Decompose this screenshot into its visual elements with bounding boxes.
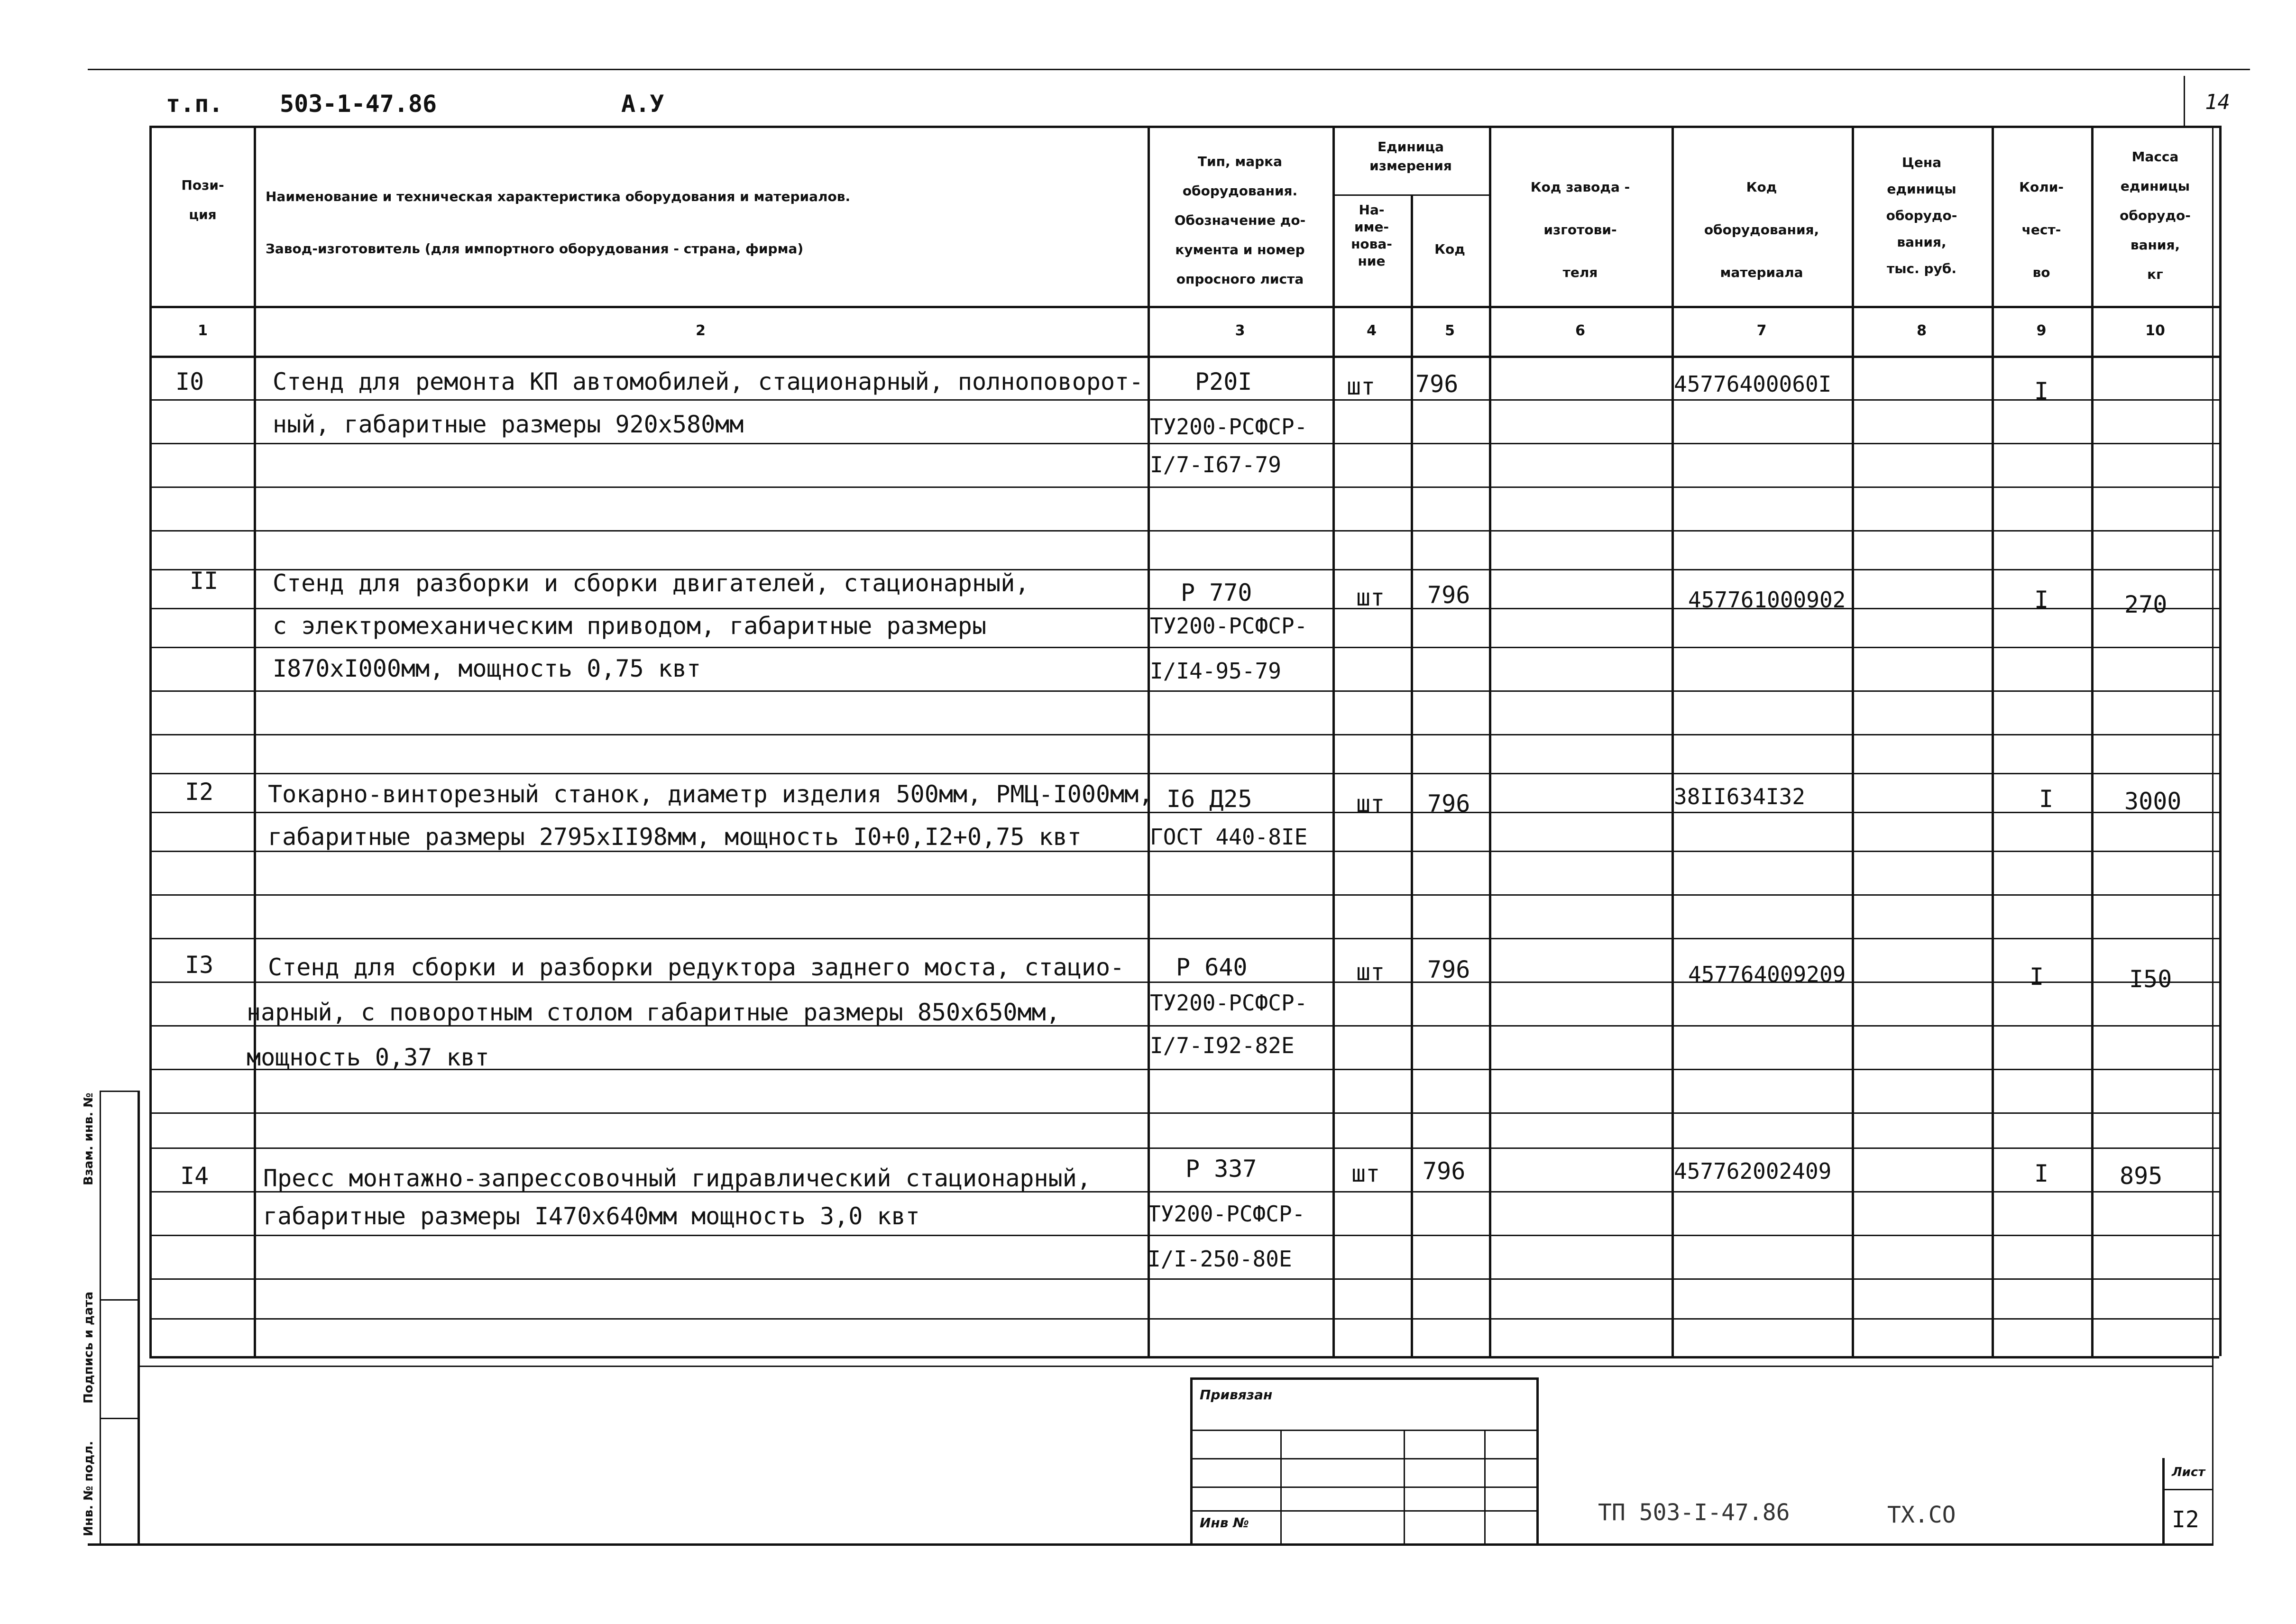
row-type-line: P 640 — [1176, 954, 1248, 981]
table-row-rule — [149, 399, 2219, 401]
side-label-signature-date: Подпись и дата — [82, 1291, 96, 1404]
column-divider — [1332, 126, 1335, 1356]
row-unit-code: 796 — [1415, 370, 1459, 398]
row-quantity: I — [2039, 785, 2054, 813]
table-row-rule — [149, 851, 2219, 852]
column-divider — [254, 126, 256, 1356]
row-position: II — [190, 567, 219, 595]
table-row-rule — [149, 486, 2219, 488]
table-row-rule — [149, 1025, 2219, 1027]
col-number-9: 9 — [2036, 322, 2047, 339]
row-type-line: I/7-I67-79 — [1150, 452, 1281, 477]
stamp-divider — [1404, 1430, 1405, 1543]
table-row-rule — [149, 1069, 2219, 1070]
stamp-left-rule — [1190, 1377, 1193, 1543]
margin-strip-rule — [100, 1418, 138, 1419]
margin-strip-bottom — [88, 1543, 138, 1546]
table-row-rule — [149, 1235, 2219, 1236]
col-number-3: 3 — [1235, 322, 1245, 339]
row-description-line: Стенд для разборки и сборки двигателей, стационарный, — [273, 569, 1029, 597]
col-number-8: 8 — [1917, 322, 1927, 339]
column-divider — [1411, 194, 1413, 1356]
col-header-unit: Единица измерения — [1369, 139, 1452, 174]
col-number-2: 2 — [696, 322, 706, 339]
row-quantity: I — [2034, 377, 2049, 405]
table-row-rule — [149, 1112, 2219, 1114]
table-row-rule — [149, 690, 2219, 692]
row-unit: шт — [1356, 790, 1385, 817]
table-row-rule — [149, 647, 2219, 648]
header-bottom-rule — [149, 306, 2219, 308]
row-type-line: I/7-I92-82Е — [1150, 1033, 1295, 1058]
table-row-rule — [149, 982, 2219, 983]
row-quantity: I — [2034, 586, 2049, 614]
stamp-right-rule — [1536, 1377, 1539, 1543]
column-divider — [1489, 126, 1491, 1356]
table-row-rule — [149, 938, 2219, 939]
col-number-7: 7 — [1756, 322, 1767, 339]
stamp-document-mark: ТХ.СО — [1887, 1502, 1956, 1528]
col-header-price: Цена единицы оборудо- вания, тыс. руб. — [1886, 155, 1957, 276]
col-header-equipment-code: Код оборудования, материала — [1704, 179, 1819, 280]
col-number-5: 5 — [1445, 322, 1455, 339]
margin-strip-rule — [100, 1091, 138, 1092]
table-row-rule — [149, 734, 2219, 735]
row-description-line: габаритные размеры 2795хII98мм, мощность I0+0,I2+0,75 квт — [268, 823, 1082, 851]
row-type-line: ТУ200-РСФСР- — [1150, 613, 1308, 639]
row-description-line: нарный, с поворотным столом габаритные размеры 850х650мм, — [247, 999, 1060, 1026]
corner-divider — [2184, 76, 2185, 128]
table-bottom-rule — [149, 1356, 2219, 1358]
row-position: I2 — [185, 778, 214, 806]
table-row-rule — [149, 608, 2219, 609]
row-equipment-code: 457761000902 — [1688, 587, 1846, 613]
row-type-line: I/I-250-80Е — [1148, 1246, 1292, 1272]
row-description-line: с электромеханическим приводом, габаритные размеры — [273, 612, 987, 640]
row-type-line: I6 Д25 — [1166, 785, 1252, 813]
row-unit: шт — [1356, 958, 1385, 986]
row-type-line: ГОСТ 440-8IЕ — [1150, 824, 1308, 850]
table-row-rule — [149, 443, 2219, 444]
margin-strip-left — [100, 1091, 101, 1543]
row-type-line: I/I4-95-79 — [1150, 658, 1281, 684]
row-quantity: I — [2034, 1160, 2049, 1187]
sheet-box-divider — [2162, 1458, 2165, 1543]
frame-right-rule — [2212, 128, 2213, 1546]
series-label: т.п. — [166, 90, 223, 118]
row-equipment-code: 38II634I32 — [1674, 784, 1805, 809]
table-row-rule — [149, 1191, 2219, 1193]
series-code: 503-1-47.86 — [280, 90, 437, 118]
row-description-line: Стенд для ремонта КП автомобилей, стационарный, полноповорот- — [273, 368, 1144, 395]
row-type-line: ТУ200-РСФСР- — [1148, 1201, 1305, 1227]
row-position: I3 — [185, 951, 214, 979]
row-unit-code: 796 — [1427, 956, 1470, 983]
stamp-divider — [1280, 1430, 1282, 1543]
row-description-line: I870хI000мм, мощность 0,75 квт — [273, 655, 701, 682]
stamp-document-code: ТП 503-I-47.86 — [1598, 1499, 1790, 1526]
corner-page-number: 14 — [2205, 90, 2230, 114]
row-description-line: габаритные размеры I470х640мм мощность 3,0 квт — [263, 1202, 920, 1230]
column-divider — [1852, 126, 1854, 1356]
margin-strip-rule — [100, 1299, 138, 1301]
column-divider — [1671, 126, 1674, 1356]
row-description-line: Токарно-винторезный станок, диаметр изделия 500мм, РМЦ-I000мм, — [268, 780, 1153, 808]
column-divider — [1992, 126, 1994, 1356]
row-description-line: мощность 0,37 квт — [247, 1044, 489, 1071]
section-label: А.У — [621, 90, 664, 118]
row-unit: шт — [1356, 584, 1385, 611]
col-number-4: 4 — [1367, 322, 1377, 339]
column-divider — [2091, 126, 2094, 1356]
col-header-plant-code: Код завода - изготови- теля — [1530, 179, 1630, 280]
col-header-name: Наименование и техническая характеристика оборудования и материалов. Завод-изготовитель (для импортного оборудования - страна, фирма) — [266, 189, 851, 257]
row-mass: 270 — [2124, 591, 2167, 618]
margin-strip-right — [138, 1091, 140, 1543]
table-row-rule — [149, 1147, 2219, 1149]
table-row-rule — [149, 569, 2219, 570]
table-row-rule — [149, 773, 2219, 774]
column-divider — [1148, 126, 1150, 1356]
stamp-top-rule — [1190, 1377, 1536, 1380]
col-number-1: 1 — [198, 322, 208, 339]
table-row-rule — [149, 356, 2219, 357]
sheet-box-rule — [2162, 1489, 2212, 1490]
stamp-sheet-label: Лист — [2172, 1465, 2205, 1479]
col-header-quantity: Коли- чест- во — [2019, 179, 2064, 280]
row-position: I4 — [180, 1162, 209, 1190]
row-description-line: Стенд для сборки и разборки редуктора заднего моста, стацио- — [268, 954, 1125, 981]
row-mass: I50 — [2129, 965, 2172, 993]
row-position: I0 — [175, 368, 204, 395]
stamp-bound-label: Привязан — [1200, 1387, 1273, 1403]
row-mass: 3000 — [2124, 788, 2182, 815]
row-equipment-code: 457762002409 — [1674, 1158, 1832, 1184]
row-quantity: I — [2030, 963, 2044, 991]
row-mass: 895 — [2120, 1162, 2163, 1190]
table-row-rule — [149, 812, 2219, 813]
page-top-rule — [88, 69, 2250, 70]
side-label-replacement-inv: Взам. инв. № — [82, 1092, 96, 1185]
col-header-unit-code: Код — [1434, 241, 1465, 257]
table-row-rule — [149, 1318, 2219, 1320]
col-number-6: 6 — [1575, 322, 1585, 339]
row-type-line: P 770 — [1181, 579, 1252, 606]
row-equipment-code: 45776400060I — [1674, 371, 1832, 397]
col-header-unit-name: На- име- нова- ние — [1351, 202, 1392, 269]
column-divider — [149, 126, 152, 1356]
col-number-10: 10 — [2145, 322, 2165, 339]
row-type-line: P 337 — [1185, 1155, 1257, 1183]
side-label-original-inv: Инв. № подл. — [82, 1440, 96, 1536]
row-unit: шт — [1347, 373, 1376, 400]
row-type-line: ТУ200-РСФСР- — [1150, 990, 1308, 1016]
col-header-type: Тип, марка оборудования. Обозначение до- кумента и номер опросного листа — [1174, 154, 1306, 287]
table-row-rule — [149, 1278, 2219, 1280]
column-divider — [2219, 126, 2222, 1356]
row-description-line: Пресс монтажно-запрессовочный гидравлический стационарный, — [263, 1165, 1091, 1192]
table-row-rule — [149, 894, 2219, 896]
row-type-line: P20I — [1195, 368, 1252, 395]
row-unit: шт — [1351, 1160, 1380, 1187]
row-unit-code: 796 — [1427, 581, 1470, 609]
frame-inner-rule — [138, 1366, 2212, 1367]
frame-bottom-rule — [138, 1543, 2212, 1546]
table-row-rule — [149, 530, 2219, 532]
stamp-sheet-number: I2 — [2172, 1506, 2199, 1533]
table-top-rule — [149, 126, 2219, 128]
stamp-inventory-label: Инв № — [1200, 1515, 1249, 1531]
row-unit-code: 796 — [1427, 790, 1470, 817]
stamp-divider — [1484, 1430, 1486, 1543]
col-header-mass: Масса единицы оборудо- вания, кг — [2120, 149, 2191, 282]
row-unit-code: 796 — [1423, 1157, 1466, 1185]
col-header-position: Пози- ция — [181, 177, 224, 222]
row-equipment-code: 457764009209 — [1688, 962, 1846, 987]
row-type-line: ТУ200-РСФСР- — [1150, 414, 1308, 440]
row-description-line: ный, габаритные размеры 920х580мм — [273, 411, 744, 438]
